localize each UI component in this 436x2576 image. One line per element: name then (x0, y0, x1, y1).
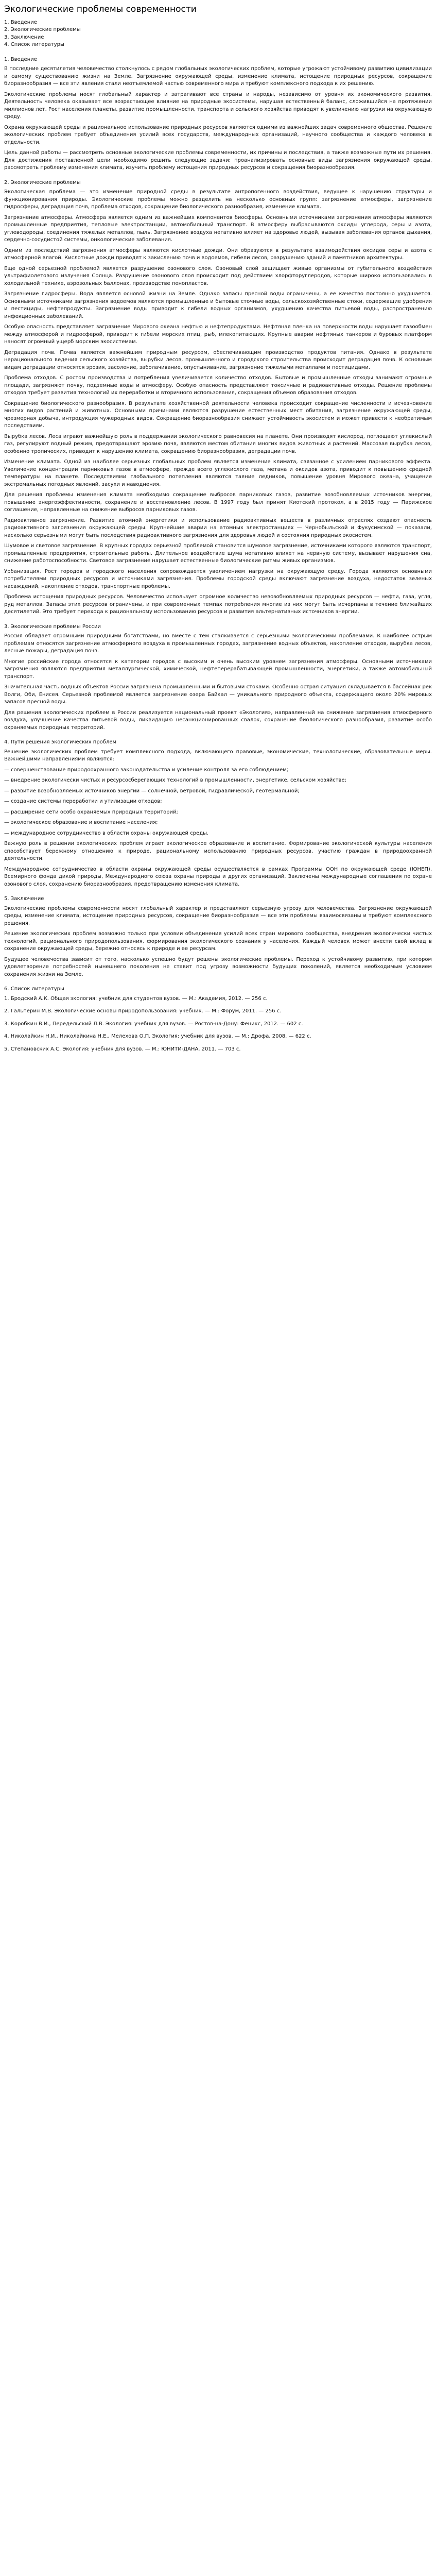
paragraph: Решение экологических проблем требует комплексного подхода, включающего правовые, экономические, технологические, образовательные меры. Важнейшими направлениями являются: (4, 749, 432, 762)
section-heading: 1. Введение (4, 56, 37, 62)
paragraph: Россия обладает огромными природными богатствами, но вместе с тем сталкивается с серьезными экологическими проблемами. К наиболее острым проблемам относятся загрязнение атмосферного воздуха в промышленных городах, загрязнение водных объектов, накопление отходов, вырубка лесов, лесные пожары, деградация почв. (4, 633, 432, 654)
section-heading: 2. Экологические проблемы (4, 179, 81, 185)
toc-item: 3. Заключение (4, 34, 44, 40)
paragraph: — совершенствование природоохранного законодательства и усиление контроля за его соблюдением; (4, 767, 289, 773)
paragraph: Проблема отходов. С ростом производства и потребления увеличивается количество отходов. Бытовые и промышленные отходы занимают огромные площади, загрязняют почву, подземные воды и атмосферу. Особую опасность представляют токсичные и радиоактивные отходы. Решение проблемы отходов требует развития технологий их переработки и вторичного использования, сокращения объемов образования отходов. (4, 375, 432, 396)
reference-item: 5. Степановских А.С. Экология: учебник для вузов. — М.: ЮНИТИ-ДАНА, 2011. — 703 с. (4, 1046, 241, 1052)
paragraph: Экологическая проблема — это изменение природной среды в результате антропогенного воздействия, ведущее к нарушению структуры и функционирования природы. Экологические проблемы можно разделить на несколько основных групп: загрязнение атмосферы, загрязнение гидросферы, деградация почв, проблема отходов, сокращение биологического разнообразия, изменение климата. (4, 189, 432, 210)
paragraph: — внедрение экологически чистых и ресурсосберегающих технологий в промышленности, энергетике, сельском хозяйстве; (4, 777, 346, 784)
table-of-contents (4, 19, 432, 49)
section (4, 179, 432, 616)
document-page (0, 0, 436, 1071)
paragraph: Для решения проблемы изменения климата необходимо сокращение выбросов парниковых газов, развитие возобновляемых источников энергии, повышение энергоэффективности, сохранение и восстановление лесов. В 1997 году был принят Киотский протокол, а в 2015 году — Парижское соглашение, направленные на снижение выбросов парниковых газов. (4, 492, 432, 513)
paragraph: Многие российские города относятся к категории городов с высоким и очень высоким уровнем загрязнения атмосферы. Основными источниками загрязнения являются предприятия металлургической, химической, нефтеперерабатывающей промышленности, энергетики, а также автомобильный транспорт. (4, 658, 432, 680)
document-body (4, 56, 432, 979)
paragraph: Решение экологических проблем возможно только при условии объединения усилий всех стран мирового сообщества, внедрения экологически чистых технологий, рационального природопользования, формирования экологического сознания у населения. Каждый человек может внести свой вклад в сохранение окружающей среды, бережно относясь к природе и ее ресурсам. (4, 931, 432, 952)
paragraph: Важную роль в решении экологических проблем играет экологическое образование и воспитание. Формирование экологической культуры населения способствует бережному отношению к природе, рациональному использованию природных ресурсов, участию граждан в природоохранной деятельности. (4, 841, 432, 862)
section-heading: 4. Пути решения экологических проблем (4, 739, 117, 745)
paragraph: Одним из последствий загрязнения атмосферы являются кислотные дожди. Они образуются в результате взаимодействия оксидов серы и азота с атмосферной влагой. Кислотные дожди приводят к закислению почв и водоемов, гибели лесов, разрушению зданий и памятников архитектуры. (4, 247, 432, 261)
paragraph: Охрана окружающей среды и рациональное использование природных ресурсов являются одними из важнейших задач современного общества. Решение экологических проблем требует объединения усилий всех государств, международных организаций, научного сообщества и каждого человека в отдельности. (4, 124, 432, 145)
paragraph: — международное сотрудничество в области охраны окружающей среды. (4, 830, 209, 836)
toc-item: 4. Список литературы (4, 42, 64, 48)
toc-item: 2. Экологические проблемы (4, 27, 81, 33)
paragraph: Радиоактивное загрязнение. Развитие атомной энергетики и использование радиоактивных веществ в различных отраслях создают опасность радиоактивного загрязнения окружающей среды. Крупнейшие аварии на атомных электростанциях — Чернобыльской и Фукусимской — показали, насколько серьезными могут быть последствия радиоактивного загрязнения для здоровья людей и состояния природных экосистем. (4, 517, 432, 538)
references-heading: 6. Список литературы (4, 986, 64, 992)
paragraph: Особую опасность представляет загрязнение Мирового океана нефтью и нефтепродуктами. Нефтяная пленка на поверхности воды нарушает газообмен между атмосферой и гидросферой, приводит к гибели морских птиц, рыб, млекопитающих. Крупные аварии нефтяных танкеров и буровых платформ наносят огромный ущерб морским экосистемам. (4, 324, 432, 345)
paragraph: Международное сотрудничество в области охраны окружающей среды осуществляется в рамках Программы ООН по окружающей среде (ЮНЕП), Всемирного фонда дикой природы, Международного союза охраны природы и других организаций. Заключены международные соглашения по охране озонового слоя, сохранению биоразнообразия, предотвращению изменения климата. (4, 866, 432, 887)
section (4, 739, 432, 888)
page-title: Экологические проблемы современности (4, 4, 197, 14)
paragraph: Для решения экологических проблем в России реализуется национальный проект «Экология», направленный на снижение загрязнения атмосферного воздуха, улучшение качества питьевой воды, ликвидацию несанкционированных свалок, сохранение биологического разнообразия, развитие особо охраняемых природных территорий. (4, 709, 432, 731)
paragraph: Загрязнение атмосферы. Атмосфера является одним из важнейших компонентов биосферы. Основными источниками загрязнения атмосферы являются промышленные предприятия, тепловые электростанции, автомобильный транспорт. В атмосферу выбрасываются оксиды углерода, серы и азота, углеводороды, соединения тяжелых металлов, пыль. Загрязнение воздуха негативно влияет на здоровье людей, вызывая заболевания органов дыхания, сердечно-сосудистой системы, онкологические заболевания. (4, 214, 432, 243)
paragraph: Экологические проблемы современности носят глобальный характер и представляют серьезную угрозу для человечества. Загрязнение окружающей среды, изменение климата, истощение природных ресурсов, сокращение биоразнообразия — все эти проблемы взаимосвязаны и требуют комплексного решения. (4, 905, 432, 926)
reference-item: 2. Гальперин М.В. Экологические основы природопользования: учебник. — М.: Форум, 2011. — 256 с. (4, 1008, 282, 1014)
references-section (4, 986, 432, 1053)
paragraph: Шумовое и световое загрязнение. В крупных городах серьезной проблемой становится шумовое загрязнение, источниками которого являются транспорт, промышленные предприятия, строительные работы. Длительное воздействие шума негативно влияет на нервную систему, вызывает нарушения сна, снижение работоспособности. Световое загрязнение нарушает естественные биологические ритмы живых организмов. (4, 543, 432, 564)
section-heading: 3. Экологические проблемы России (4, 623, 101, 630)
reference-item: 3. Коробкин В.И., Передельский Л.В. Экология: учебник для вузов. — Ростов-на-Дону: Феникс, 2012. — 602 с. (4, 1021, 303, 1027)
paragraph: — экологическое образование и воспитание населения; (4, 820, 158, 826)
paragraph: Цель данной работы — рассмотреть основные экологические проблемы современности, их причины и последствия, а также возможные пути их решения. Для достижения поставленной цели необходимо решить следующие задачи: проанализировать основные виды загрязнения окружающей среды, рассмотреть проблему изменения климата, изучить проблему истощения природных ресурсов и сокращения биоразнообразия. (4, 150, 432, 171)
paragraph: Вырубка лесов. Леса играют важнейшую роль в поддержании экологического равновесия на планете. Они производят кислород, поглощают углекислый газ, регулируют водный режим, предотвращают эрозию почв, являются местом обитания многих видов животных и растений. Массовая вырубка лесов, особенно тропических, приводит к нарушению климата, сокращению биоразнообразия, деградации почв. (4, 433, 432, 454)
section (4, 895, 432, 978)
paragraph: — расширение сети особо охраняемых природных территорий; (4, 809, 178, 815)
paragraph: Будущее человечества зависит от того, насколько успешно будут решены экологические проблемы. Переход к устойчивому развитию, при котором удовлетворение потребностей нынешнего поколения не ставит под угрозу возможности будущих поколений, является необходимым условием сохранения жизни на Земле. (4, 956, 432, 977)
paragraph: Проблема истощения природных ресурсов. Человечество использует огромное количество невозобновляемых природных ресурсов — нефти, газа, угля, руд металлов. Запасы этих ресурсов ограничены, и при современных темпах потребления многие из них могут быть исчерпаны в течение ближайших десятилетий. Это требует перехода к рациональному использованию ресурсов и развития альтернативных источников энергии. (4, 594, 432, 615)
paragraph: Изменение климата. Одной из наиболее серьезных глобальных проблем является изменение климата, связанное с усилением парникового эффекта. Увеличение концентрации парниковых газов в атмосфере, прежде всего углекислого газа, метана и оксидов азота, приводит к повышению средней температуры на планете. Последствиями глобального потепления являются таяние ледников, повышение уровня Мирового океана, учащение экстремальных погодных явлений, засухи и наводнения. (4, 459, 432, 487)
paragraph: В последние десятилетия человечество столкнулось с рядом глобальных экологических проблем, которые угрожают устойчивому развитию цивилизации и самому существованию жизни на Земле. Загрязнение окружающей среды, изменение климата, истощение природных ресурсов, сокращение биоразнообразия — все эти явления стали неотъемлемой частью современного мира и требуют комплексного подхода к их решению. (4, 66, 432, 87)
paragraph: — создание системы переработки и утилизации отходов; (4, 799, 162, 805)
paragraph: — развитие возобновляемых источников энергии — солнечной, ветровой, гидравлической, геотермальной; (4, 788, 300, 794)
paragraph: Деградация почв. Почва является важнейшим природным ресурсом, обеспечивающим производство продуктов питания. Однако в результате нерационального ведения сельского хозяйства, вырубки лесов, промышленного и городского строительства происходит деградация почв. К основным видам деградации относятся эрозия, засоление, заболачивание, опустынивание, загрязнение тяжелыми металлами и пестицидами. (4, 349, 432, 370)
paragraph: Загрязнение гидросферы. Вода является основой жизни на Земле. Однако запасы пресной воды ограничены, а ее качество постоянно ухудшается. Основными источниками загрязнения водоемов являются промышленные и бытовые сточные воды, сельскохозяйственные стоки, содержащие удобрения и пестициды, нефтепродукты. Загрязнение воды приводит к гибели водных организмов, ухудшению качества питьевой воды, распространению инфекционных заболеваний. (4, 291, 432, 319)
paragraph: Еще одной серьезной проблемой является разрушение озонового слоя. Озоновый слой защищает живые организмы от губительного воздействия ультрафиолетового излучения Солнца. Разрушение озонового слоя происходит под действием хлорфторуглеродов, которые широко использовались в холодильной технике, аэрозольных баллонах, производстве пенопластов. (4, 265, 432, 286)
section (4, 56, 432, 172)
paragraph: Экологические проблемы носят глобальный характер и затрагивают все страны и народы, независимо от уровня их экономического развития. Деятельность человека оказывает все возрастающее влияние на природные экосистемы, нарушая естественный баланс, сложившийся на протяжении миллионов лет. Рост населения планеты, развитие промышленности, транспорта и сельского хозяйства приводят к увеличению нагрузки на окружающую среду. (4, 91, 432, 120)
paragraph: Урбанизация. Рост городов и городского населения сопровождается увеличением нагрузки на окружающую среду. Города являются основными потребителями природных ресурсов и источниками загрязнения. Проблемы городской среды включают загрязнение воздуха, недостаток зеленых насаждений, накопление отходов, транспортные проблемы. (4, 568, 432, 589)
paragraph: Сокращение биологического разнообразия. В результате хозяйственной деятельности человека происходит сокращение численности и исчезновение многих видов растений и животных. Основными причинами являются разрушение естественных мест обитания, загрязнение окружающей среды, чрезмерная добыча, интродукция чужеродных видов. Сокращение биоразнообразия снижает устойчивость экосистем и может привести к необратимым последствиям. (4, 400, 432, 429)
section (4, 623, 432, 732)
reference-item: 4. Николайкин Н.И., Николайкина Н.Е., Мелехова О.П. Экология: учебник для вузов. — М.: Дрофа, 2008. — 622 с. (4, 1033, 311, 1040)
section-heading: 5. Заключение (4, 896, 44, 902)
paragraph: Значительная часть водных объектов России загрязнена промышленными и бытовыми стоками. Особенно острая ситуация складывается в бассейнах рек Волги, Оби, Енисея. Серьезной проблемой является загрязнение озера Байкал — уникального природного объекта, содержащего около 20% мировых запасов пресной воды. (4, 684, 432, 705)
toc-item: 1. Введение (4, 19, 37, 25)
reference-item: 1. Бродский А.К. Общая экология: учебник для студентов вузов. — М.: Академия, 2012. — 256 с. (4, 995, 268, 1002)
